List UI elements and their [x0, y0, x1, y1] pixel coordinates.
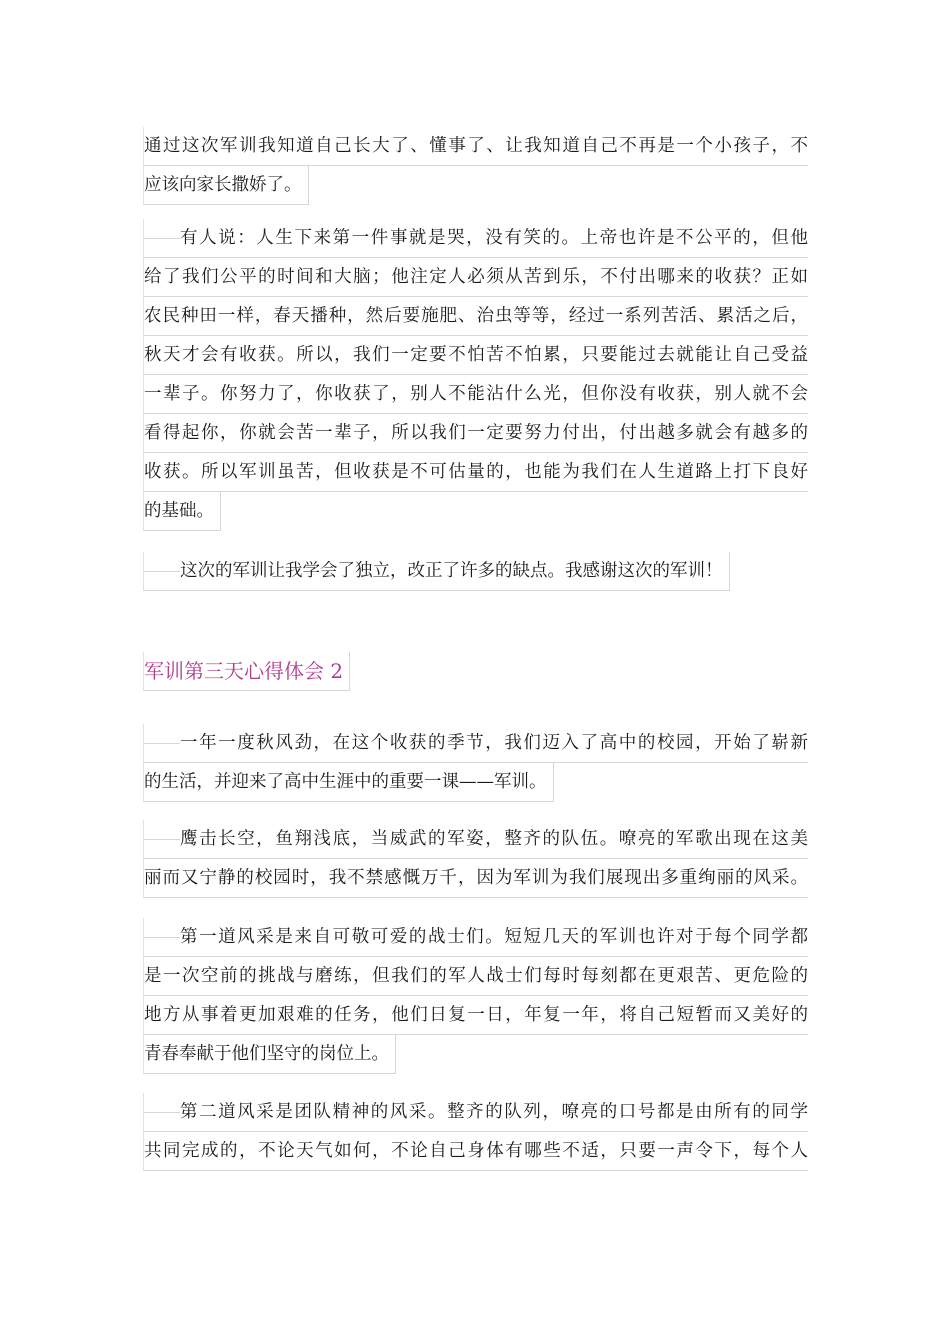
paragraph-1: [143, 127, 808, 205]
paragraph-line: 第二道风采是团队精神的风采。整齐的队列，嘹亮的口号都是由所有的同学: [143, 1093, 808, 1132]
paragraph-line: 看得起你，你就会苦一辈子，所以我们一定要努力付出，付出越多就会有越多的: [143, 414, 808, 453]
paragraph-line: 的生活，并迎来了高中生涯中的重要一课——军训。: [143, 763, 554, 802]
paragraph-line: 的基础。: [143, 492, 221, 531]
paragraph-4: [143, 724, 808, 802]
paragraph-line: 收获。所以军训虽苦，但收获是不可估量的，也能为我们在人生道路上打下良好: [143, 453, 808, 492]
paragraph-line: 通过这次军训我知道自己长大了、懂事了、让我知道自己不再是一个小孩子，不: [143, 127, 808, 166]
paragraph-line: 给了我们公平的时间和大脑；他注定人必须从苦到乐，不付出哪来的收获？正如: [143, 258, 808, 297]
paragraph-line: 是一次空前的挑战与磨练，但我们的军人战士们每时每刻都在更艰苦、更危险的: [143, 957, 808, 996]
paragraph-3: [143, 552, 808, 591]
paragraph-line: 一年一度秋风劲，在这个收获的季节，我们迈入了高中的校园，开始了崭新: [143, 724, 808, 763]
paragraph-5: [143, 820, 808, 898]
paragraph-line: 青春奉献于他们坚守的岗位上。: [143, 1035, 396, 1074]
paragraph-line: 地方从事着更加艰难的任务，他们日复一日，年复一年，将自己短暂而又美好的: [143, 996, 808, 1035]
section-heading: 军训第三天心得体会 2: [143, 652, 350, 691]
paragraph-line: 农民种田一样，春天播种，然后要施肥、治虫等等，经过一系列苦活、累活之后，: [143, 297, 808, 336]
paragraph-6: [143, 918, 808, 1074]
paragraph-line: 鹰击长空，鱼翔浅底，当威武的军姿，整齐的队伍。嘹亮的军歌出现在这美: [143, 820, 808, 859]
paragraph-line: 丽而又宁静的校园时，我不禁感慨万千，因为军训为我们展现出多重绚丽的风采。: [143, 859, 808, 898]
paragraph-7: [143, 1093, 808, 1171]
paragraph-line: 有人说：人生下来第一件事就是哭，没有笑的。上帝也许是不公平的，但他: [143, 219, 808, 258]
paragraph-2: [143, 219, 808, 531]
paragraph-line: 第一道风采是来自可敬可爱的战士们。短短几天的军训也许对于每个同学都: [143, 918, 808, 957]
paragraph-line: 应该向家长撒娇了。: [143, 166, 309, 205]
paragraph-line: 一辈子。你努力了，你收获了，别人不能沾什么光，但你没有收获，别人就不会: [143, 375, 808, 414]
paragraph-line: 这次的军训让我学会了独立，改正了许多的缺点。我感谢这次的军训！: [143, 552, 730, 591]
paragraph-line: 共同完成的，不论天气如何，不论自己身体有哪些不适，只要一声令下，每个人: [143, 1132, 808, 1171]
paragraph-line: 秋天才会有收获。所以，我们一定要不怕苦不怕累，只要能过去就能让自己受益: [143, 336, 808, 375]
